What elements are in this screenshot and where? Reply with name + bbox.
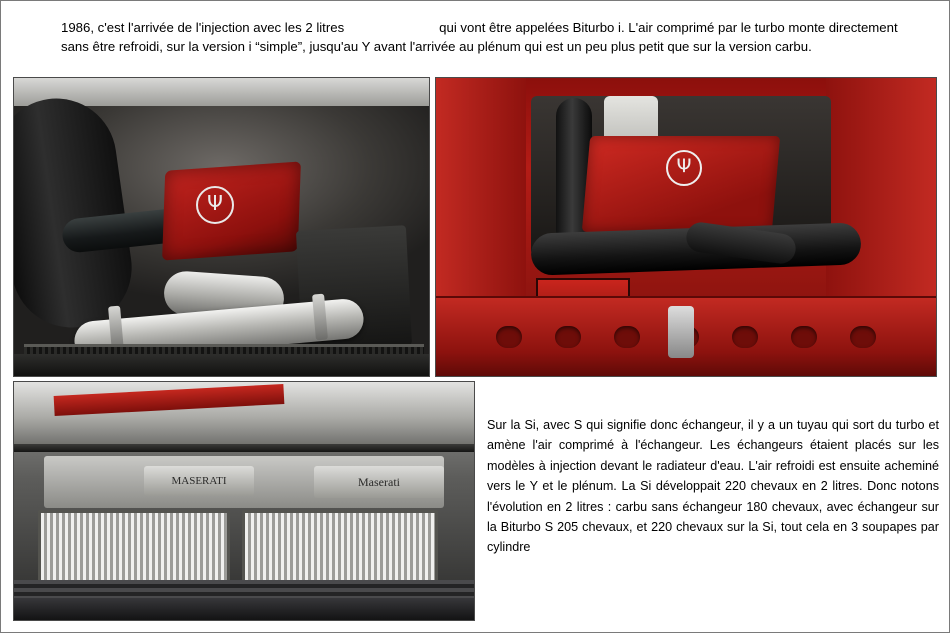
photo-engine-bay-red bbox=[435, 77, 937, 377]
badge-left: MASERATI bbox=[144, 466, 254, 496]
photo-intercoolers-content bbox=[14, 382, 474, 620]
crossmember-hole bbox=[614, 326, 640, 348]
maserati-trident-icon: Ψ bbox=[666, 150, 702, 186]
hood-seal bbox=[14, 444, 474, 452]
photo-engine-bay-injection bbox=[13, 77, 430, 377]
crossmember-hole bbox=[791, 326, 817, 348]
maserati-trident-icon: Ψ bbox=[196, 186, 234, 224]
badge-right: Maserati bbox=[314, 466, 444, 498]
crossmember-hole bbox=[496, 326, 522, 348]
photo-engine-bay-red-content bbox=[436, 78, 936, 376]
hood-latch bbox=[668, 306, 694, 358]
crossmember-hole bbox=[555, 326, 581, 348]
top-paragraph-line1-part1: 1986, c'est l'arrivée de l'injection avec les 2 litres bbox=[61, 20, 345, 35]
crossmember-hole bbox=[850, 326, 876, 348]
top-paragraph-line1-part2: qui vont être appelées Biturbo i. L'air comprimé par le turbo monte directement bbox=[439, 20, 898, 35]
top-paragraph-line2: sans être refroidi, sur la version i “simple”, jusqu'au Y avant l'arrivée au plénum qui est un peu plus petit que sur la version carbu. bbox=[61, 38, 812, 54]
photo-intercoolers bbox=[13, 381, 475, 621]
crossmember-hole bbox=[732, 326, 758, 348]
photo-engine-bay-injection-content bbox=[14, 78, 429, 376]
lower-shadow-band bbox=[14, 598, 474, 620]
side-paragraph: Sur la Si, avec S qui signifie donc échangeur, il y a un tuyau qui sort du turbo et amène l'air comprimé à l'échangeur. Les échangeurs étaient placés sur les modèles à injection devant le radiateur d'eau. L'air refroidi est ensuite acheminé vers le Y et le plénum. La Si développait 220 chevaux en 2 litres. Donc notons l'évolution en 2 litres : carbu sans échangeur 180 chevaux, avec échangeur sur la Biturbo S 205 chevaux, et 220 chevaux sur la Si, tout cela en 3 soupapes par cylindre bbox=[487, 418, 939, 555]
top-paragraph bbox=[61, 19, 936, 56]
lower-shadow-band bbox=[14, 354, 429, 376]
